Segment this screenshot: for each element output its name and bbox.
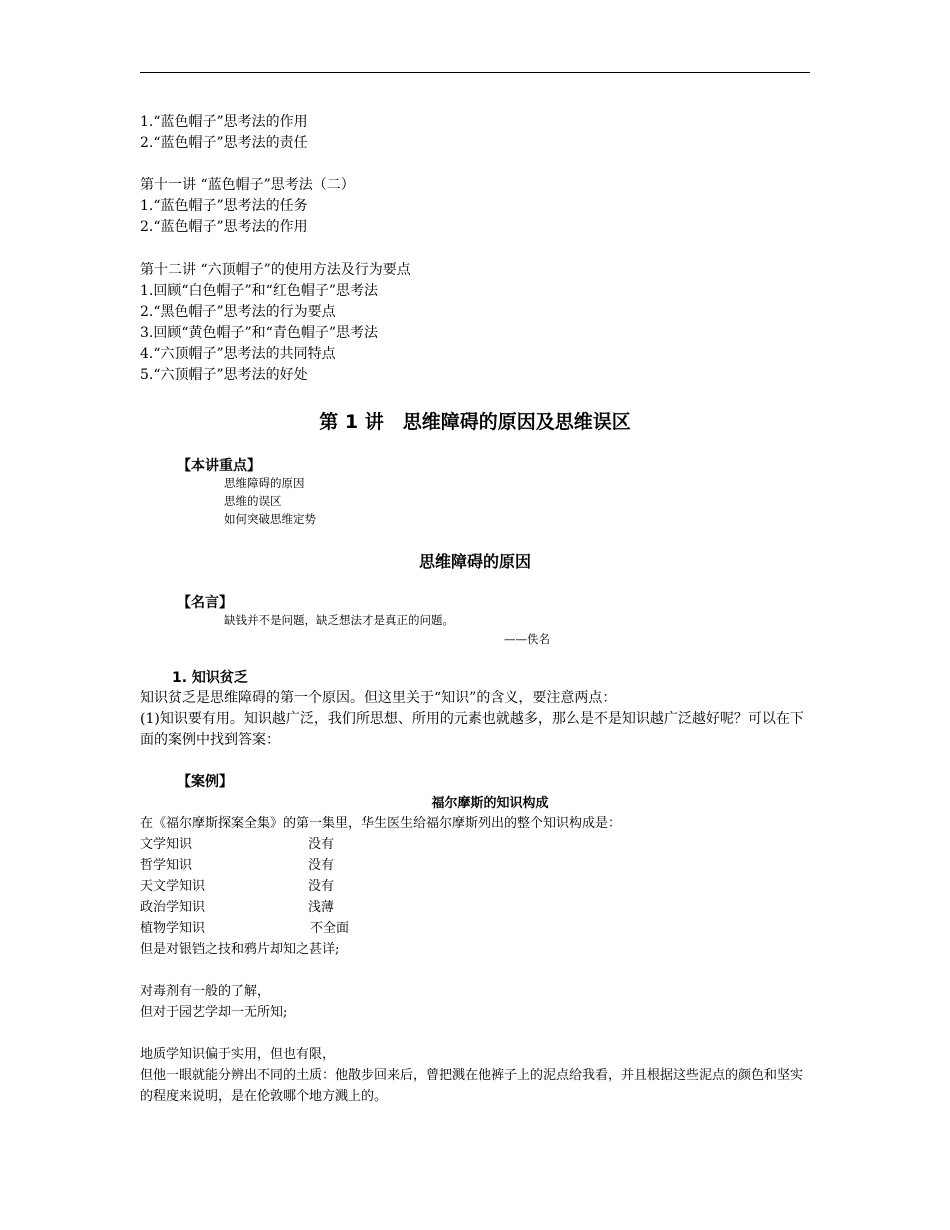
case-label: 【案例】	[177, 774, 233, 790]
toc-line: 1.“蓝色帽子”思考法的任务	[140, 198, 308, 214]
knowledge-row	[140, 855, 540, 876]
knowledge-name: 植物学知识	[140, 921, 206, 936]
knowledge-name: 天文学知识	[140, 879, 206, 894]
toc-line: 2.“黑色帽子”思考法的行为要点	[140, 304, 336, 320]
knowledge-row	[140, 876, 540, 897]
paragraph: (1)知识要有用。知识越广泛，我们所思想、所用的元素也就越多，那么是不是知识越广泛越好呢？可以在下面的案例中找到答案：	[140, 711, 804, 748]
key-point: 如何突破思维定势	[224, 512, 316, 526]
knowledge-value: 不全面	[310, 921, 350, 936]
header-rule	[140, 72, 810, 73]
toc-line: 4.“六顶帽子”思考法的共同特点	[140, 346, 336, 362]
knowledge-list	[140, 834, 540, 939]
quote-author: ——佚名	[504, 632, 550, 646]
key-points-label: 【本讲重点】	[177, 458, 261, 474]
toc-line: 1.回顾“白色帽子”和“红色帽子”思考法	[140, 283, 378, 299]
case-line: 但对于园艺学却一无所知;	[140, 1005, 288, 1020]
paragraph: 知识贫乏是思维障碍的第一个原因。但这里关于“知识”的含义，要注意两点：	[140, 690, 617, 706]
subsection-title: 1. 知识贫乏	[172, 670, 248, 686]
knowledge-name: 哲学知识	[140, 858, 193, 873]
case-line: 对毒剂有一般的了解，	[140, 984, 271, 999]
key-points-list	[224, 474, 316, 528]
toc-line: 5.“六顶帽子”思考法的好处	[140, 367, 308, 383]
toc-line: 1.“蓝色帽子”思考法的作用	[140, 114, 308, 130]
section-title: 思维障碍的原因	[418, 552, 531, 571]
quote-label: 【名言】	[177, 595, 233, 611]
knowledge-name: 文学知识	[140, 837, 193, 852]
knowledge-row	[140, 897, 540, 918]
toc-line: 2.“蓝色帽子”思考法的责任	[140, 135, 308, 151]
quote-text: 缺钱并不是问题，缺乏想法才是真正的问题。	[224, 613, 454, 627]
toc-line: 3.回顾“黄色帽子”和“青色帽子”思考法	[140, 325, 378, 341]
knowledge-value: 没有	[308, 879, 335, 894]
knowledge-row	[140, 918, 540, 939]
toc-line: 2.“蓝色帽子”思考法的作用	[140, 219, 308, 235]
knowledge-value: 浅薄	[308, 900, 335, 915]
case-title: 福尔摩斯的知识构成	[431, 796, 549, 811]
case-line: 地质学知识偏于实用，但也有限，	[140, 1047, 336, 1062]
case-intro: 在《福尔摩斯探案全集》的第一集里，华生医生给福尔摩斯列出的整个知识构成是：	[140, 816, 622, 831]
toc-lecture-title: 第十一讲 “蓝色帽子”思考法（二）	[140, 177, 355, 193]
key-point: 思维障碍的原因	[224, 476, 305, 490]
toc-lecture-12	[140, 260, 411, 386]
toc-block-a	[140, 112, 308, 154]
toc-lecture-11	[140, 175, 355, 238]
case-line: 但是对银铛之技和鸦片却知之甚详;	[140, 942, 340, 957]
knowledge-name: 政治学知识	[140, 900, 206, 915]
lecture-title: 第 1 讲 思维障碍的原因及思维误区	[319, 411, 631, 433]
toc-lecture-title: 第十二讲 “六顶帽子”的使用方法及行为要点	[140, 262, 411, 278]
knowledge-row	[140, 834, 540, 855]
case-line: 但他一眼就能分辨出不同的土质：他散步回来后，曾把溅在他裤子上的泥点给我看，并且根据这些泥点的颜色和坚实的程度来说明，是在伦敦哪个地方溅上的。	[140, 1068, 804, 1104]
knowledge-value: 没有	[308, 837, 335, 852]
key-point: 思维的误区	[224, 494, 282, 508]
knowledge-value: 没有	[308, 858, 335, 873]
